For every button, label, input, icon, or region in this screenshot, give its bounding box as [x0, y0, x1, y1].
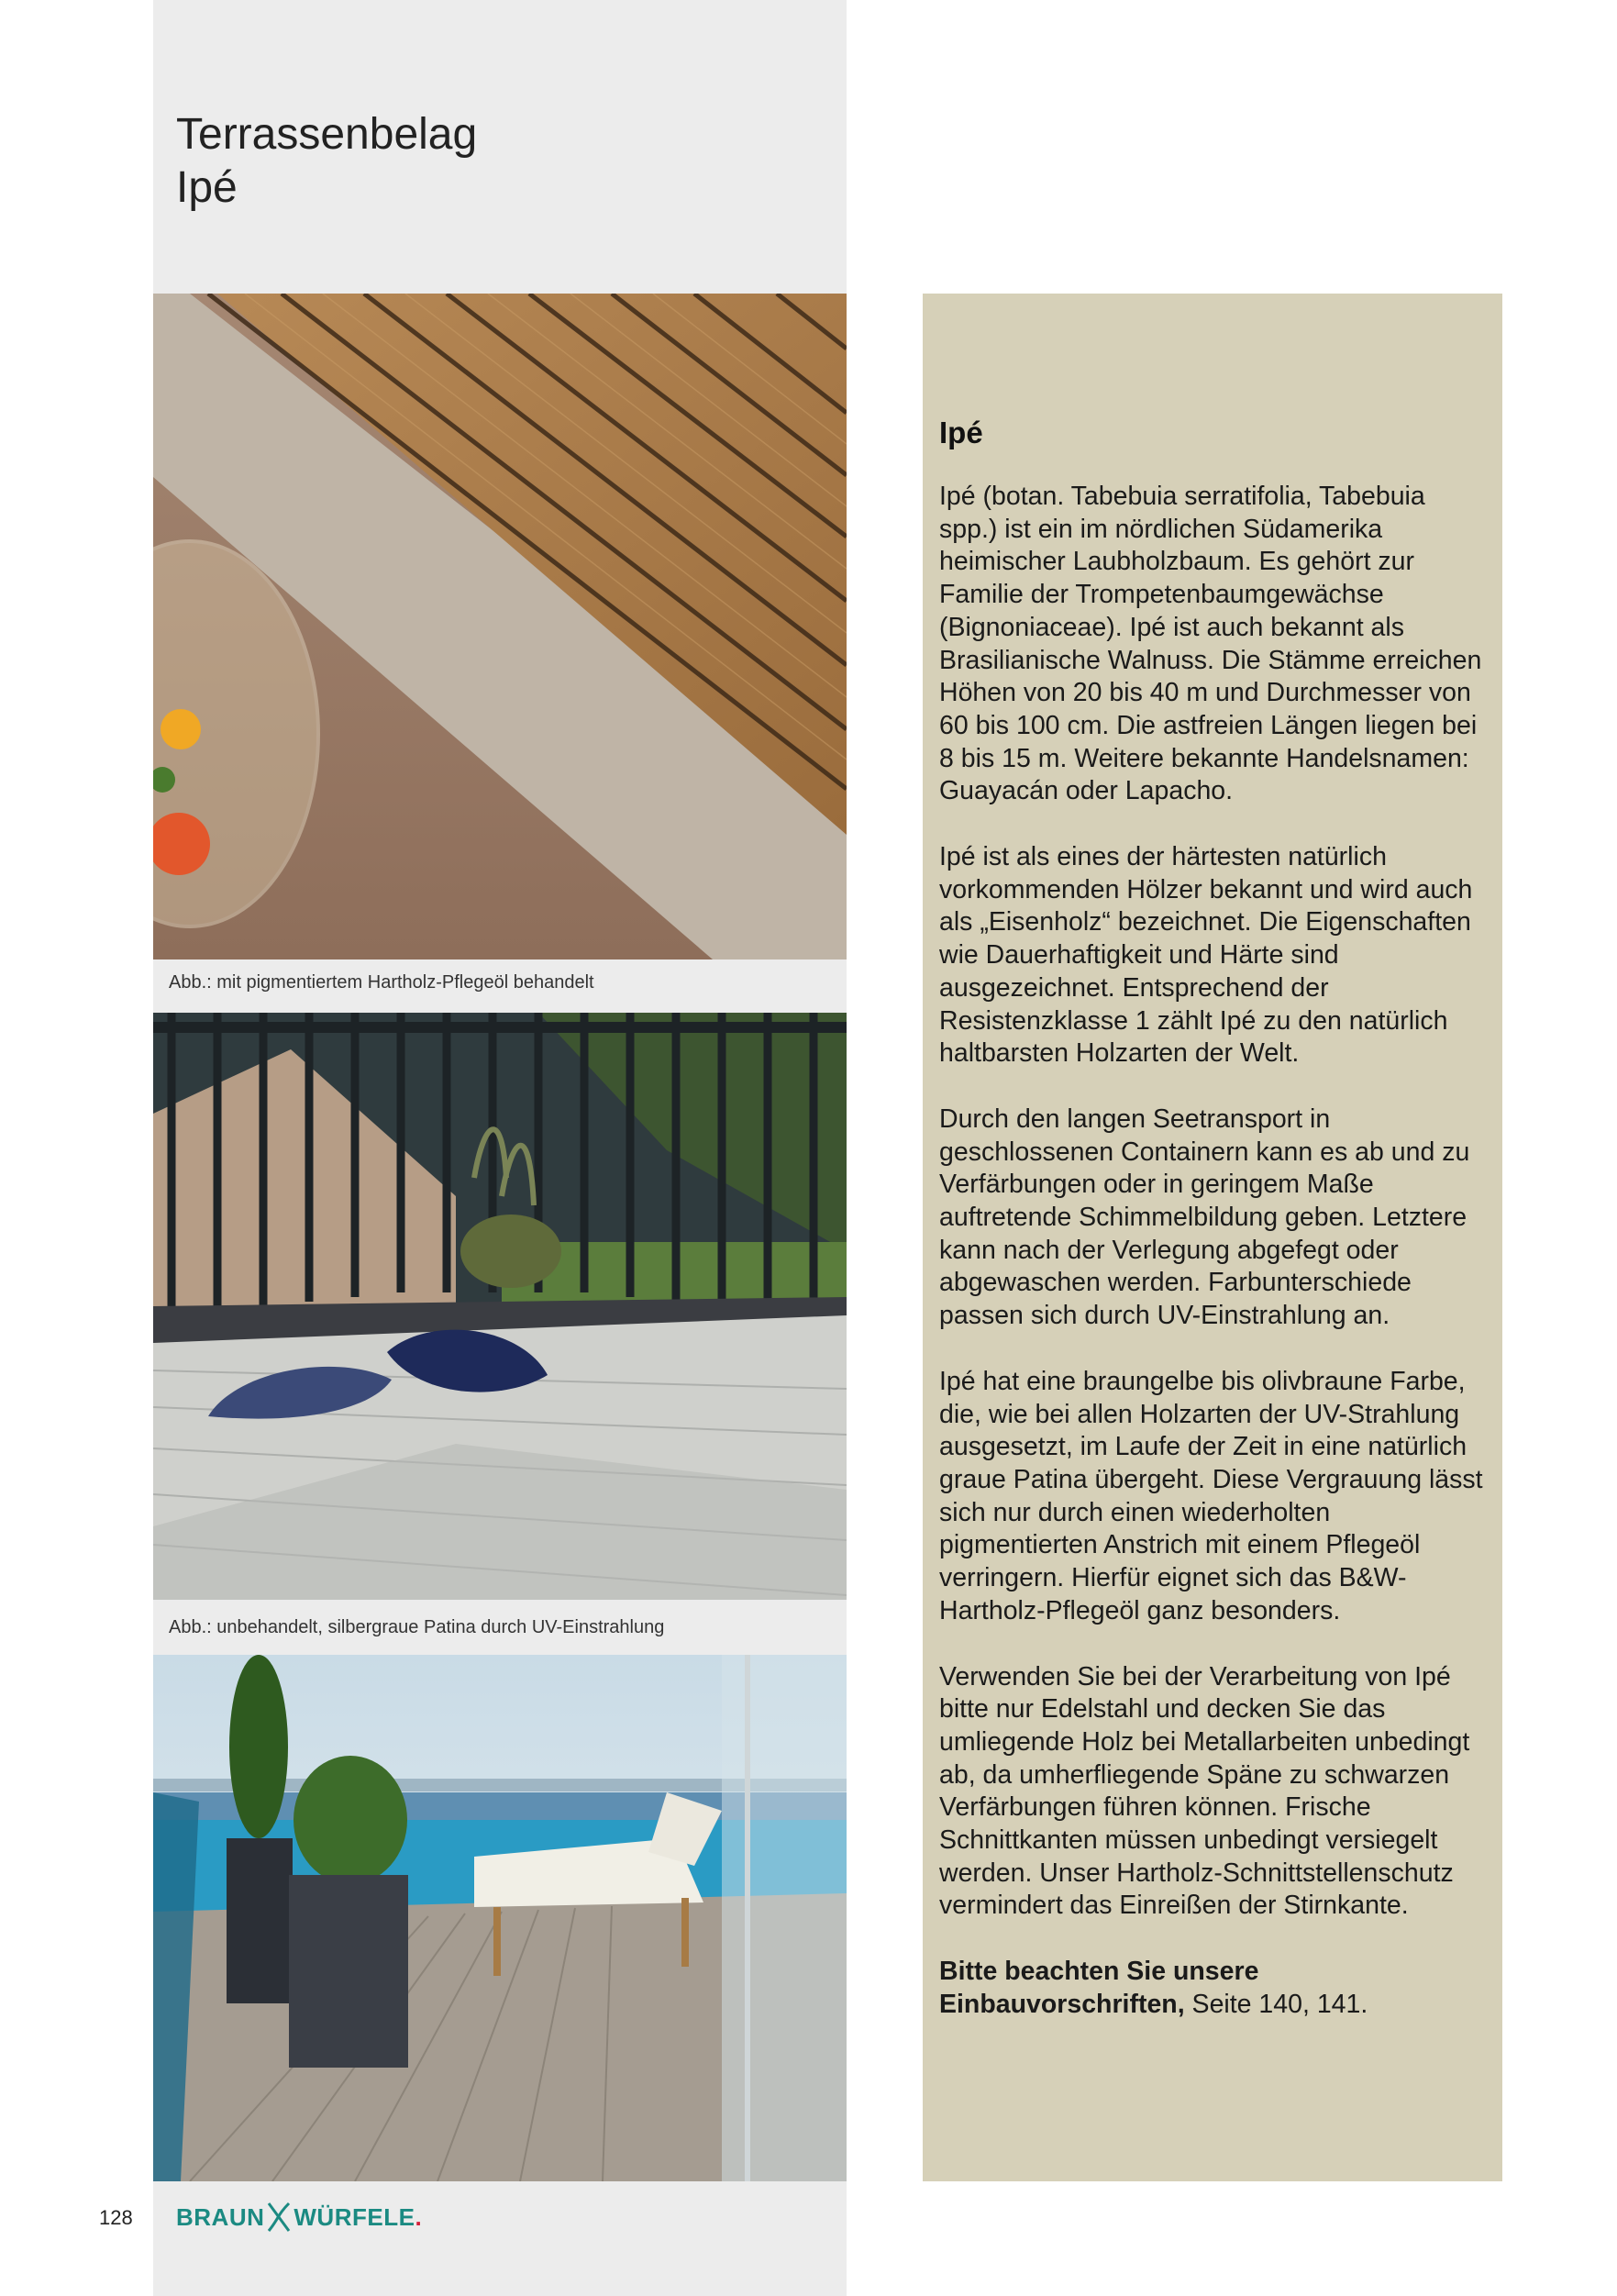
brand-logo: [176, 2199, 423, 2235]
logo-dot: .: [415, 2202, 423, 2231]
info-paragraph-5: Verwenden Sie bei der Verarbeitung von Ipé bitte nur Edelstahl und decken Sie das umliegende Holz bei Metallarbeiten unbedingt ab, da umherfliegende Späne zu schwarzen Verfärbungen führen können. Frische Schnittkanten müssen unbedingt versiegelt werden. Unser Hartholz-Schnittstellenschutz vermindert das Einreißen der Stirnkante.: [939, 1661, 1470, 1921]
page-title-line-2: Ipé: [176, 163, 238, 212]
photo-rooftop-deck: [153, 1655, 847, 2181]
caption-photo-2: Abb.: unbehandelt, silbergraue Patina durch UV-Einstrahlung: [169, 1617, 665, 1637]
page-title: [176, 108, 477, 215]
caption-photo-1: Abb.: mit pigmentiertem Hartholz-Pflegeöl behandelt: [169, 972, 594, 993]
info-heading: Ipé: [939, 416, 983, 449]
logo-x-icon: [265, 2202, 293, 2233]
info-paragraph-4: Ipé hat eine braungelbe bis olivbraune Farbe, die, wie bei allen Holzarten der UV-Strahlung ausgesetzt, im Laufe der Zeit in eine natürlich graue Patina übergeht. Diese Vergrauung lässt sich nur durch einen wiederholten pigmentierten Anstrich mit einem Pflegeöl verringern. Hierfür eignet sich das B&W-Hartholz-Pflegeöl ganz besonders.: [939, 1366, 1483, 1625]
info-paragraph-1: Ipé (botan. Tabebuia serratifolia, Tabebuia spp.) ist ein im nördlichen Südamerika heimischer Laubholzbaum. Es gehört zur Familie der Trompetenbaumgewächse (Bignoniaceae). Ipé ist auch bekannt als Brasilianische Walnuss. Die Stämme erreichen Höhen von 20 bis 40 m und Durchmesser von 60 bis 100 cm. Die astfreien Längen liegen bei 8 bis 15 m. Weitere bekannte Handelsnamen: Guayacán oder Lapacho.: [939, 482, 1482, 806]
installation-note: [939, 1956, 1490, 2021]
photo-patina-deck: [153, 1013, 847, 1600]
info-paragraph-2: Ipé ist als eines der härtesten natürlich vorkommenden Hölzer bekannt und wird auch als „Eisenholz“ bezeichnet. Die Eigenschaften wie Dauerhaftigkeit und Härte sind ausgezeichnet. Entsprechend der Resistenzklasse 1 zählt Ipé zu den natürlich haltbarsten Holzarten der Welt.: [939, 842, 1473, 1069]
page-title-line-1: Terrassenbelag: [176, 110, 478, 159]
info-box: [923, 294, 1502, 2181]
installation-note-bold: Bitte beachten Sie unsere Einbauvorschriften,: [939, 1957, 1259, 2019]
photo-oiled-deck: [153, 294, 847, 959]
logo-text-right: WÜRFELE: [293, 2202, 415, 2231]
info-paragraph-3: Durch den langen Seetransport in geschlossenen Containern kann es ab und zu Verfärbungen oder in geringem Maße auftretende Schimmelbildung geben. Letztere kann nach der Verlegung abgefegt oder abgewaschen werden. Farbunterschiede passen sich durch UV-Einstrahlung an.: [939, 1104, 1470, 1331]
info-content: [939, 415, 1490, 2055]
page-number: 128: [99, 2206, 133, 2229]
logo-text-left: BRAUN: [176, 2202, 265, 2231]
installation-note-pages: Seite 140, 141.: [1184, 1989, 1368, 2019]
